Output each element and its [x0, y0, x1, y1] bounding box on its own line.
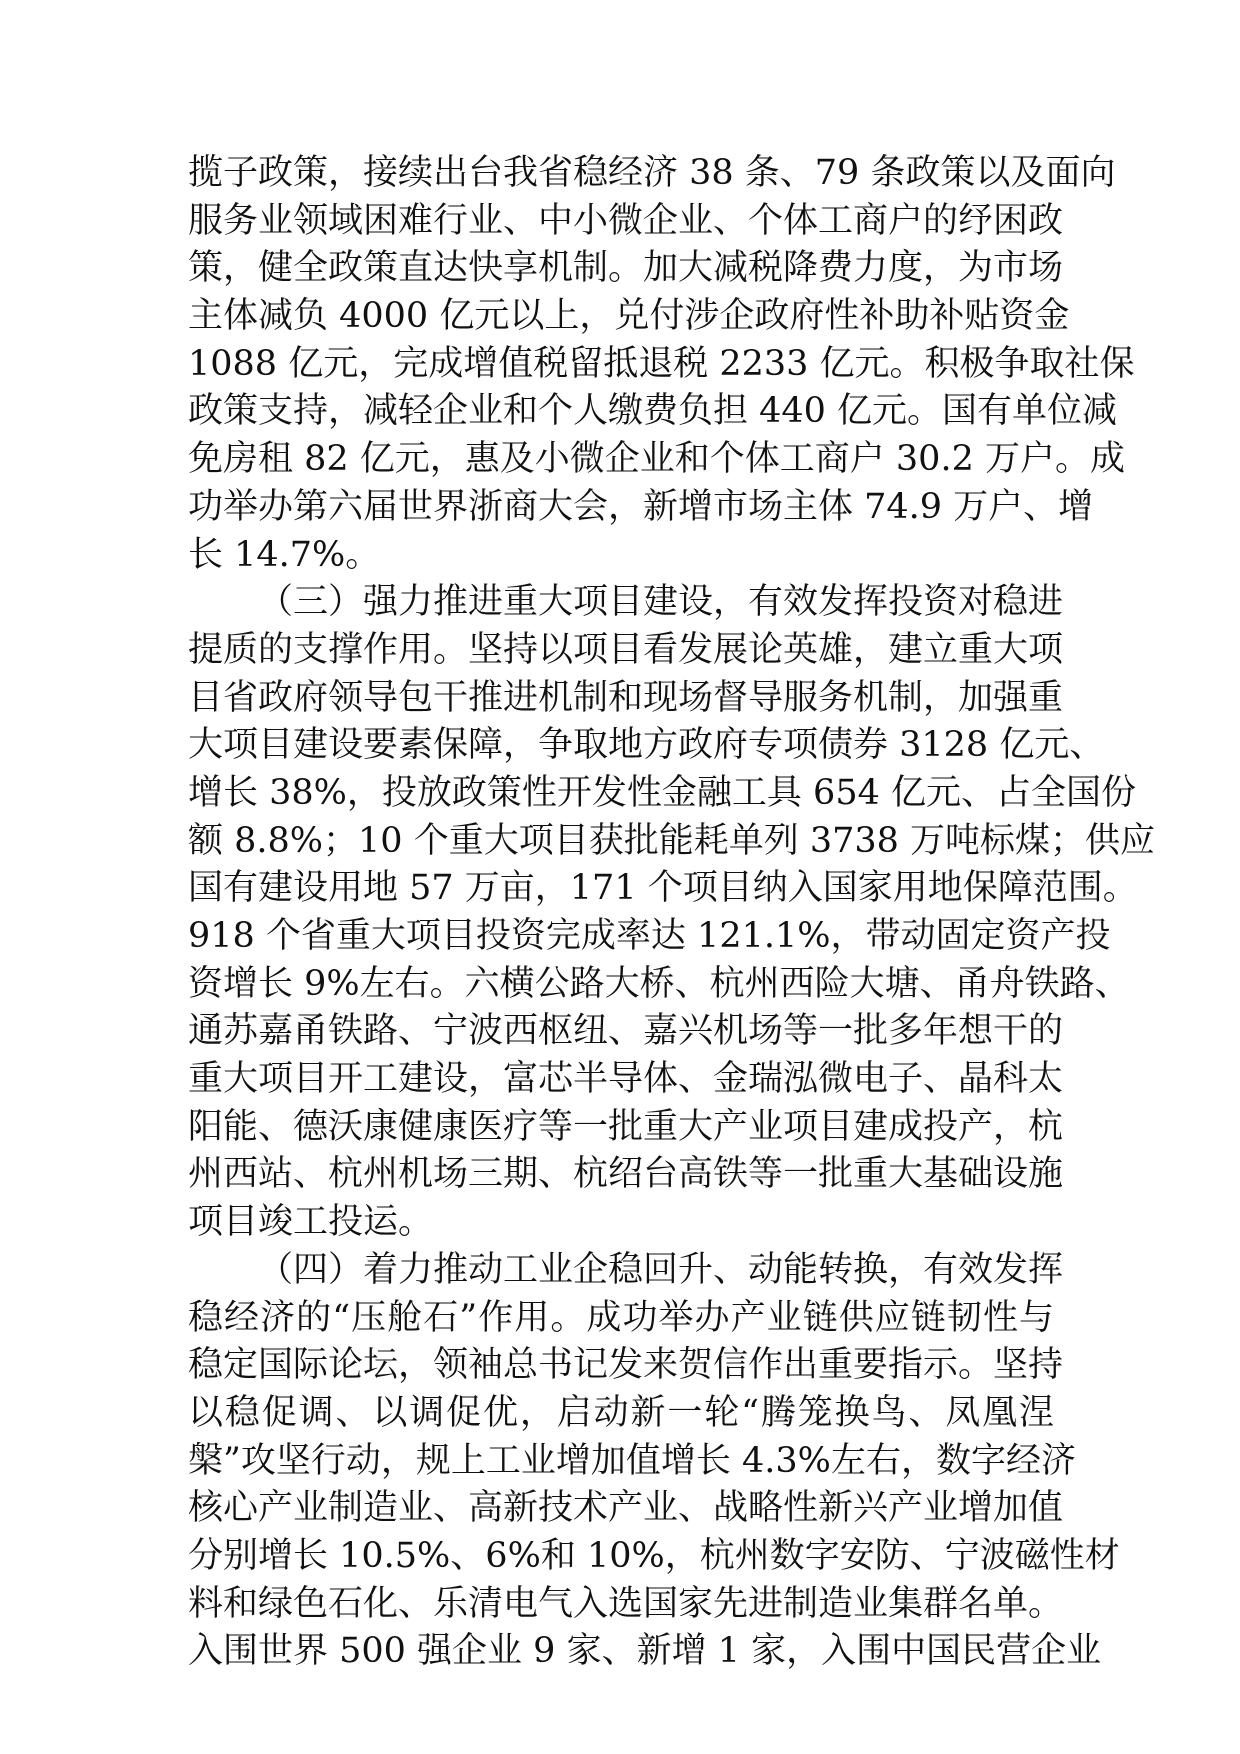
text-line: 免房租 82 亿元，惠及小微企业和个体工商户 30.2 万户。成 [188, 439, 1125, 480]
text-line: 额 8.8%；10 个重大项目获批能耗单列 3738 万吨标煤；供应 [188, 820, 1156, 861]
text-line: 以稳促调、以调促优，启动新一轮“腾笼换鸟、凤凰涅 [188, 1392, 1054, 1433]
paragraph-end-line: 长 14.7%。 [188, 534, 381, 575]
text-line: 主体减负 4000 亿元以上，兑付涉企政府性补助补贴资金 [188, 296, 1070, 337]
text-line: 稳定国际论坛，领袖总书记发来贺信作出重要指示。坚持 [188, 1345, 1064, 1386]
text-line: 大项目建设要素保障，争取地方政府专项债券 3128 亿元、 [188, 725, 1105, 766]
text-line: 增长 38%，投放政策性开发性金融工具 654 亿元、占全国份 [188, 772, 1136, 813]
section-heading-line: （三）强力推进重大项目建设，有效发挥投资对稳进 [258, 582, 1064, 623]
text-line: 策，健全政策直达快享机制。加大减税降费力度，为市场 [188, 248, 1064, 289]
text-line: 阳能、德沃康健康医疗等一批重大产业项目建成投产，杭 [188, 1106, 1064, 1147]
paragraph-end-line: 项目竣工投运。 [188, 1202, 434, 1243]
text-line: 重大项目开工建设，富芯半导体、金瑞泓微电子、晶科太 [188, 1059, 1064, 1100]
text-line: 1088 亿元，完成增值税留抵退税 2233 亿元。积极争取社保 [188, 343, 1135, 384]
text-line: 揽子政策，接续出台我省稳经济 38 条、79 条政策以及面向 [188, 153, 1116, 193]
text-line: 通苏嘉甬铁路、宁波西枢纽、嘉兴机场等一批多年想干的 [188, 1011, 1064, 1052]
text-line: 料和绿色石化、乐清电气入选国家先进制造业集群名单。 [188, 1583, 1064, 1624]
text-line: 资增长 9%左右。六横公路大桥、杭州西险大塘、甬舟铁路、 [188, 963, 1130, 1004]
text-line: 分别增长 10.5%、6%和 10%，杭州数字安防、宁波磁性材 [188, 1535, 1120, 1576]
body-text [188, 150, 1156, 1676]
section-heading-line: （四）着力推动工业企稳回升、动能转换，有效发挥 [258, 1249, 1064, 1290]
text-line: 入围世界 500 强企业 9 家、新增 1 家，入围中国民营企业 [188, 1631, 1102, 1672]
text-line: 918 个省重大项目投资完成率达 121.1%，带动固定资产投 [188, 916, 1111, 956]
text-line: 目省政府领导包干推进机制和现场督导服务机制，加强重 [188, 677, 1064, 718]
text-line: 槃”攻坚行动，规上工业增加值增长 4.3%左右，数字经济 [188, 1440, 1076, 1481]
text-line: 功举办第六届世界浙商大会，新增市场主体 74.9 万户、增 [188, 486, 1094, 527]
text-line: 核心产业制造业、高新技术产业、战略性新兴产业增加值 [188, 1488, 1064, 1529]
text-line: 政策支持，减轻企业和个人缴费负担 440 亿元。国有单位减 [188, 391, 1118, 432]
text-line: 州西站、杭州机场三期、杭绍台高铁等一批重大基础设施 [188, 1154, 1064, 1195]
text-line: 提质的支撑作用。坚持以项目看发展论英雄，建立重大项 [188, 629, 1064, 670]
text-line: 稳经济的“压舱石”作用。成功举办产业链供应链韧性与 [188, 1297, 1054, 1338]
text-line: 国有建设用地 57 万亩，171 个项目纳入国家用地保障范围。 [188, 868, 1138, 909]
text-line: 服务业领域困难行业、中小微企业、个体工商户的纾困政 [188, 200, 1064, 241]
